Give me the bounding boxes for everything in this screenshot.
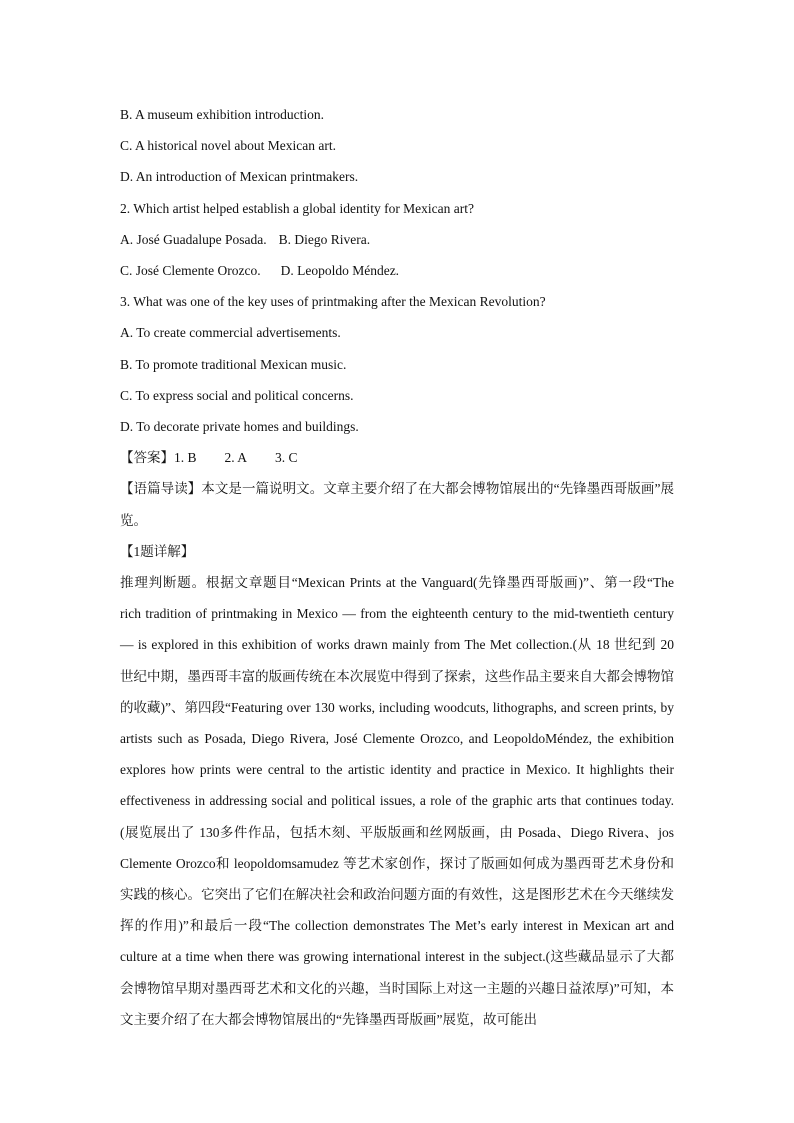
q2-options-row-1 [120,224,674,255]
document-content [120,99,674,1035]
q1-option-c: C. A historical novel about Mexican art. [120,138,336,154]
detail-explanation: 推理判断题。根据文章题目“Mexican Prints at the Vanguard(先锋墨西哥版画)”、第一段“The rich tradition of printmaking in Mexico — from the eighteenth century to the mid-twentieth century — is explored in this exhibition of works drawn mainly from The Met collection.(从 18 世纪到 20 世纪中期，墨西哥丰富的版画传统在本次展览中得到了探索，这些作品主要来自大都会博物馆的收藏)”、第四段“Featuring over 130 works, including woodcuts, lithographs, and screen prints, by artists such as Posada, Diego Rivera, José Clemente Orozco, and LeopoldoMéndez, the exhibition explores how prints were central to the artistic identity and practice in Mexico. It highlights their effectiveness in addressing social and political issues, a role of the graphic arts that continues today.(展览展出了 130多件作品，包括木刻、平版版画和丝网版画，由 Posada、Diego Rivera、jos Clemente Orozco和 leopoldomsamudez 等艺术家创作，探讨了版画如何成为墨西哥艺术身份和实践的核心。它突出了它们在解决社会和政治问题方面的有效性，这是图形艺术在今天继续发挥的作用)”和最后一段“The collection demonstrates The Met’s early interest in Mexican art and culture at a time when there was growing international interest in the subject.(这些藏品显示了大都会博物馆早期对墨西哥艺术和文化的兴趣，当时国际上对这一主题的兴趣日益浓厚)”可知，本文主要介绍了在大都会博物馆展出的“先锋墨西哥版画”展览，故可能出 [120,575,674,1027]
q2-question: 2. Which artist helped establish a global identity for Mexican art? [120,200,475,216]
q3-option-c: C. To express social and political concerns. [120,387,354,403]
answer-item-1: 1. B [174,450,197,466]
passage-guide: 【语篇导读】本文是一篇说明文。文章主要介绍了在大都会博物馆展出的“先锋墨西哥版画”展览。 [120,481,674,528]
answer-item-3: 3. C [275,450,298,466]
answer-item-2: 2. A [224,450,248,466]
q3-option-a: A. To create commercial advertisements. [120,325,341,341]
q2-option-b: B. Diego Rivera. [278,231,371,247]
detail-heading: 【1题详解】 [120,543,195,559]
q2-options-row-2 [120,255,674,286]
answer-label: 【答案】 [120,450,174,466]
q3-option-b: B. To promote traditional Mexican music. [120,356,347,372]
q2-option-a: A. José Guadalupe Posada. [120,231,267,247]
q3-question: 3. What was one of the key uses of printmaking after the Mexican Revolution? [120,294,546,310]
q2-option-d: D. Leopoldo Méndez. [280,263,400,279]
q2-option-c: C. José Clemente Orozco. [120,263,261,279]
q1-option-b: B. A museum exhibition introduction. [120,107,324,122]
q1-option-d: D. An introduction of Mexican printmakers. [120,169,359,185]
answer-line [120,442,674,473]
q3-option-d: D. To decorate private homes and buildings. [120,419,359,435]
